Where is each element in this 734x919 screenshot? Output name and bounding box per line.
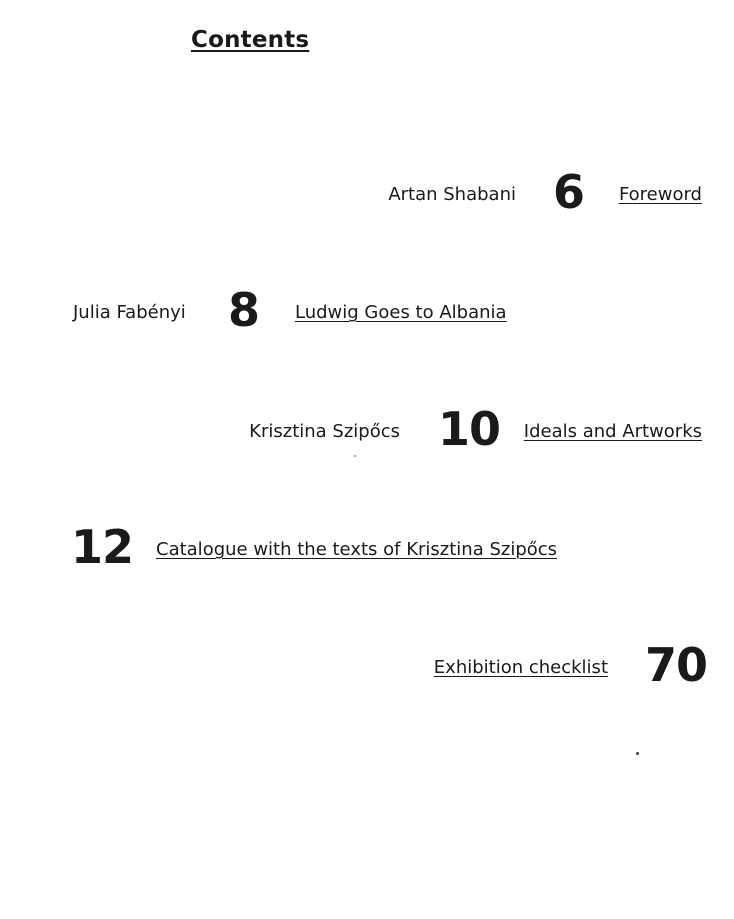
contents-heading: Contents <box>191 27 310 53</box>
toc-entry-foreword[interactable] <box>0 166 734 226</box>
toc-entry-ideals-and-artworks[interactable] <box>0 403 734 463</box>
paper-speck <box>354 455 356 457</box>
toc-entry-page-number: 10 <box>438 402 501 456</box>
toc-entry-page-number: 70 <box>645 638 708 692</box>
toc-entry-title-link[interactable]: Catalogue with the texts of Krisztina Szipőcs <box>156 539 558 560</box>
toc-entry-author: Krisztina Szipőcs <box>249 421 400 442</box>
toc-entry-exhibition-checklist[interactable] <box>0 639 734 699</box>
toc-entry-page-number: 12 <box>71 520 134 574</box>
toc-entry-catalogue[interactable] <box>0 521 734 581</box>
toc-entry-ludwig-goes-to-albania[interactable] <box>0 284 734 344</box>
toc-entry-title-link[interactable]: Foreword <box>618 184 702 205</box>
toc-entry-title-link[interactable]: Exhibition checklist <box>433 657 608 678</box>
toc-entry-title-link[interactable]: Ideals and Artworks <box>523 421 702 442</box>
paper-speck <box>636 752 639 755</box>
toc-entry-author: Julia Fabényi <box>73 302 186 323</box>
toc-entry-title-link[interactable]: Ludwig Goes to Albania <box>295 302 507 323</box>
toc-entry-page-number: 6 <box>553 165 585 219</box>
toc-entry-author: Artan Shabani <box>388 184 516 205</box>
toc-entry-page-number: 8 <box>228 283 260 337</box>
